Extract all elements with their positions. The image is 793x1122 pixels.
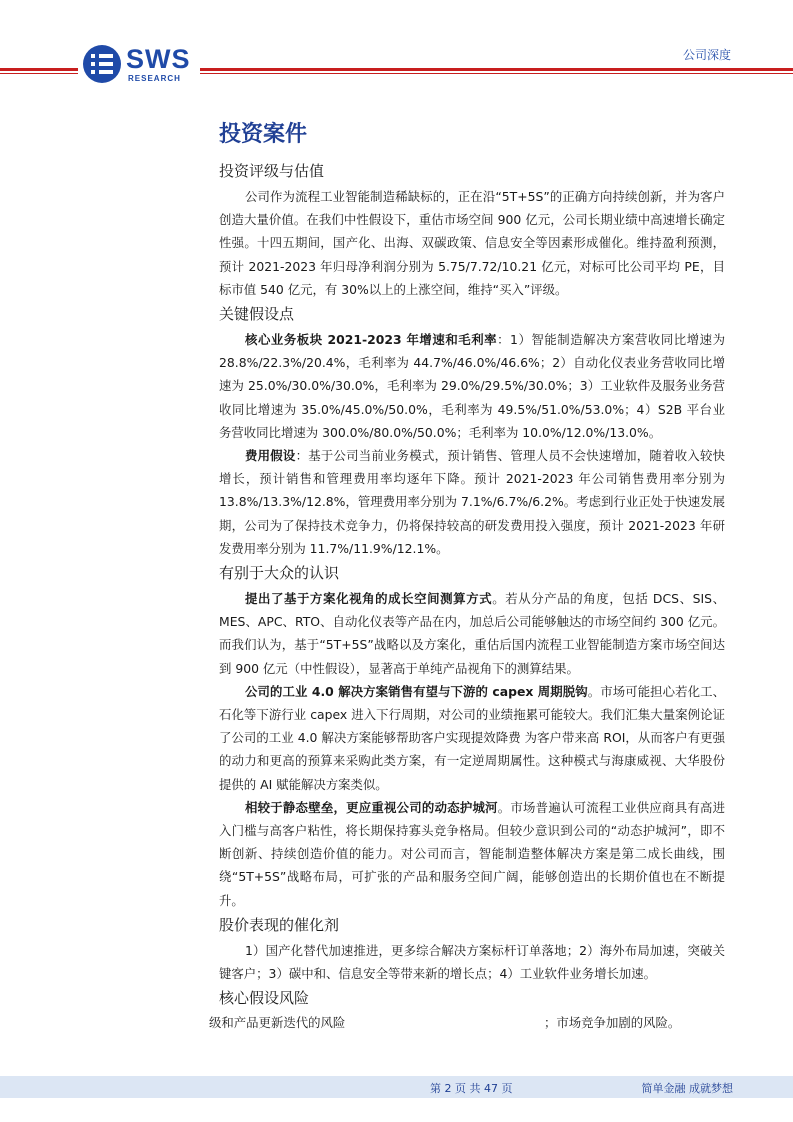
assumptions-p1-text: ：1）智能制造解决方案营收同比增速为 28.8%/22.3%/20.4%，毛利率为 44.7%/46.0%/46.6%；2）自动化仪表业务营收同比增速为 25.0%/30.0%/30.0%，毛利率为 29.0%/29.5%/30.0%；3）工业软件及服务业务营收同比增速为 35.0%/45.0%/50.0%，毛利率为 49.5%/51.0%/53.0%；4）S2B 平台业务营收同比增速为 300.0%/80.0%/50.0%；毛利率为 10.0%/12.0%/13.0%。: [219, 332, 725, 440]
risks-text-right: ；市场竞争加剧的风险。: [544, 1015, 681, 1031]
doc-type-label: 公司深度: [682, 48, 731, 62]
risks-text-left: 级和产品更新迭代的风险: [209, 1015, 346, 1031]
rating-paragraph: 公司作为流程工业智能制造稀缺标的，正在沿“5T+5S”的正确方向持续创新，并为客户创造大量价值。在我们中性假设下，重估市场空间 900 亿元，公司长期业绩中高速增长确定性强。十四五期间，国产化、出海、双碳政策、信息安全等因素形成催化。维持盈利预测，预计 2021-2023 年归母净利润分别为 5.75/7.72/10.21 亿元，对标可比公司平均 PE，目标市值 540 亿元，有 30%以上的上涨空间，维持“买入”评级。: [219, 189, 725, 297]
page-header: [0, 0, 793, 90]
header-rule-left: [0, 68, 78, 71]
assumptions-p2-text: ：基于公司当前业务模式，预计销售、管理人员不会快速增加，随着收入较快增长，预计销售和管理费用率均逐年下降。预计 2021-2023 年公司销售费用率分别为 13.8%/13.3%/12.8%，管理费用率分别为 7.1%/6.7%/6.2%。考虑到行业正处于快速发展期，公司为了保持技术竞争力，仍将保持较高的研发费用投入强度，预计 2021-2023 年研发费用率分别为 11.7%/11.9%/12.1%。: [219, 448, 726, 556]
assumptions-p1-bold: 核心业务板块 2021-2023 年增速和毛利率: [245, 332, 498, 348]
logo-text: SWS: [126, 44, 191, 74]
diff-p1-bold: 提出了基于方案化视角的成长空间测算方式: [245, 591, 493, 607]
diff-p2-bold: 公司的工业 4.0 解决方案销售有望与下游的 capex 周期脱钩: [245, 683, 588, 699]
section-heading-risks: 核心假设风险: [219, 989, 310, 1008]
main-content: [209, 118, 726, 1036]
sws-logo-icon: [82, 44, 122, 84]
risks-line: [209, 1012, 729, 1036]
section-heading-assumptions: 关键假设点: [219, 305, 295, 324]
differentiation-paragraph-3: [219, 796, 725, 912]
diff-p1-text: 。若从分产品的角度，包括 DCS、SIS、MES、APC、RTO、自动化仪表等产品在内，加总后公司能够触达的市场空间约 300 亿元。而我们认为，基于“5T+5S”战略以及方案化，重估后国内流程工业智能制造方案市场空间达到 900 亿元（中性假设），显著高于单纯产品视角下的测算结果。: [219, 591, 725, 676]
section-heading-catalysts: 股价表现的催化剂: [219, 915, 340, 934]
differentiation-paragraph-1: [219, 587, 725, 680]
page-number: 第 2 页 共 47 页: [430, 1082, 513, 1095]
logo-subtext: RESEARCH: [128, 74, 181, 83]
differentiation-paragraph-2: [219, 680, 725, 796]
header-rule-right: [200, 68, 793, 71]
assumptions-p2-bold: 费用假设: [245, 448, 296, 464]
header-rule-left-thin: [0, 73, 78, 74]
page-footer: [0, 1076, 793, 1098]
diff-p3-bold: 相较于静态壁垒，更应重视公司的动态护城河: [245, 799, 498, 815]
section-heading-rating: 投资评级与估值: [219, 162, 325, 180]
assumptions-paragraph-2: [219, 444, 725, 560]
diff-p2-text: 。市场可能担心若化工、石化等下游行业 capex 进入下行周期，对公司的业绩拖累可能较大。我们汇集大量案例论证了公司的工业 4.0 解决方案能够帮助客户实现提效降费 为客户带来高 ROI，从而客户有更强的动力和更高的预算来采购此类方案，有一定逆周期属性。这种模式与海康威视、大华股份提供的 AI 赋能解决方案类似。: [219, 683, 725, 792]
section-heading-differentiation: 有别于大众的认识: [219, 564, 340, 583]
header-rule-right-thin: [200, 73, 793, 74]
page-title: 投资案件: [219, 122, 308, 147]
assumptions-paragraph-1: [219, 328, 725, 444]
footer-slogan: 简单金融 成就梦想: [641, 1082, 733, 1095]
catalysts-paragraph: 1）国产化替代加速推进，更多综合解决方案标杆订单落地；2）海外布局加速，突破关键客户；3）碳中和、信息安全等带来新的增长点；4）工业软件业务增长加速。: [219, 942, 725, 982]
diff-p3-text: 。市场普遍认可流程工业供应商具有高进入门槛与高客户粘性，将长期保持寡头竞争格局。但较少意识到公司的“动态护城河”，即不断创新、持续创造价值的能力。对公司而言，智能制造整体解决方案是第二成长曲线，围绕“5T+5S”战略布局，可扩张的产品和服务空间广阔，能够创造出的长期价值也在不断提升。: [219, 799, 726, 908]
